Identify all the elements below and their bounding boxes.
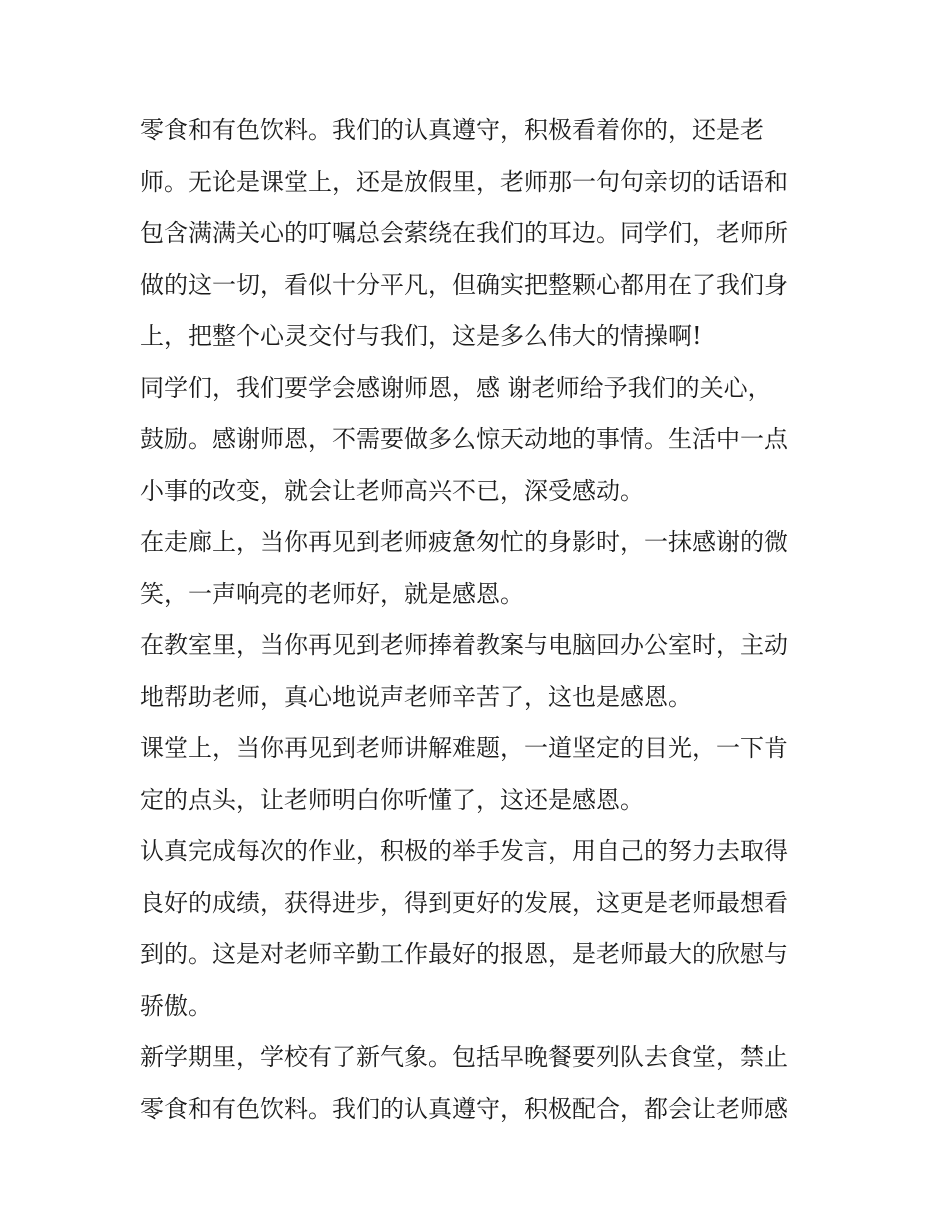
text-line: 零食和有色饮料。我们的认真遵守，积极看着你的，还是老 [140,116,764,144]
text-line: 同学们，我们要学会感谢师恩，感 谢老师给予我们的关心， [140,373,772,402]
text-line: 笑，一声响亮的老师好，就是感恩。 [140,579,524,608]
text-line: 师。无论是课堂上，还是放假里，老师那一句句亲切的话语和 [140,167,788,196]
text-line: 地帮助老师，真心地说声老师辛苦了，这也是感恩。 [140,682,692,711]
text-line: 小事的改变，就会让老师高兴不已，深受感动。 [140,476,644,505]
text-line: 课堂上，当你再见到老师讲解难题，一道坚定的目光，一下肯 [140,734,788,762]
text-line: 认真完成每次的作业，积极的举手发言，用自己的努力去取得 [140,837,788,865]
text-line: 在教室里，当你再见到老师捧着教案与电脑回办公室时，主动 [140,631,788,659]
text-line: 零食和有色饮料。我们的认真遵守，积极配合，都会让老师感 [140,1094,788,1123]
text-line: 定的点头，让老师明白你听懂了，这还是感恩。 [140,785,644,814]
text-line: 在走廊上，当你再见到老师疲惫匆忙的身影时，一抹感谢的微 [140,528,788,556]
text-line: 到的。这是对老师辛勤工作最好的报恩，是老师最大的欣慰与 [140,940,788,968]
text-line: 新学期里，学校有了新气象。包括早晚餐要列队去食堂，禁止 [140,1043,788,1071]
text-line: 良好的成绩，获得进步，得到更好的发展，这更是老师最想看 [140,888,788,917]
text-line: 骄傲。 [140,991,212,1020]
text-line: 做的这一切，看似十分平凡，但确实把整颗心都用在了我们身 [140,270,788,299]
text-line: 鼓励。感谢师恩，不需要做多么惊天动地的事情。生活中一点 [140,425,788,453]
document-body [140,105,820,1135]
text-line: 上，把整个心灵交付与我们，这是多么伟大的情操啊! [140,322,702,350]
text-line: 包含满满关心的叮嘱总会萦绕在我们的耳边。同学们，老师所 [140,219,788,247]
